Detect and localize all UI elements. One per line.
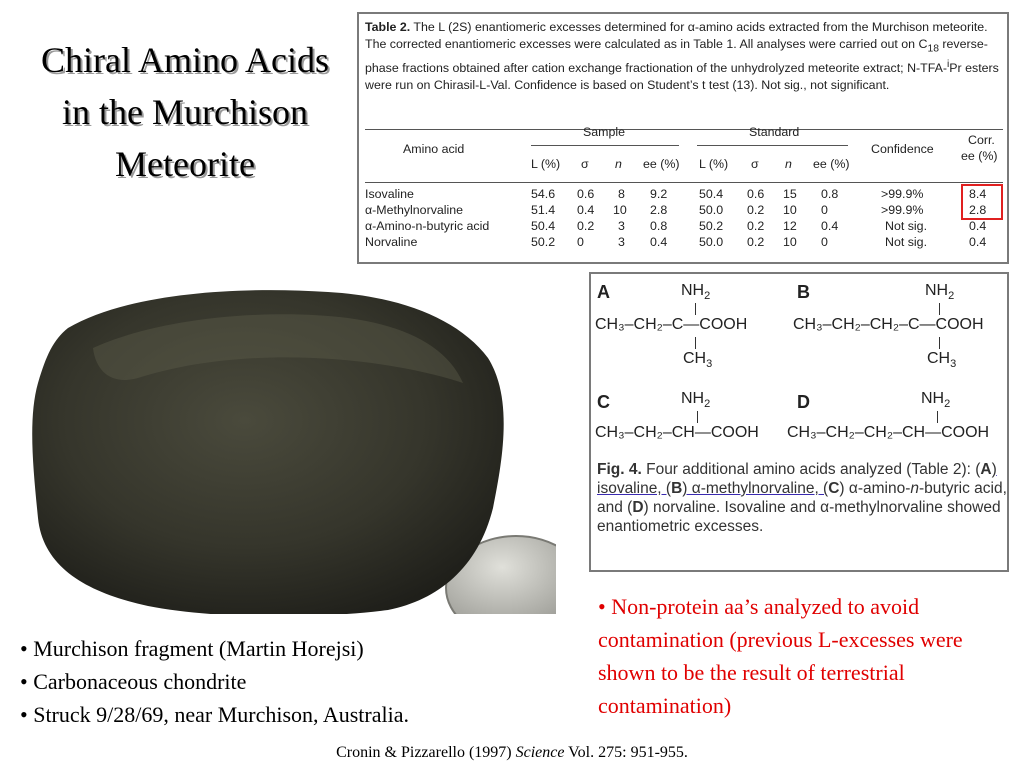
row-name: Norvaline xyxy=(365,235,418,249)
row-name: α-Methylnorvaline xyxy=(365,203,464,217)
citation-journal: Science xyxy=(515,744,565,761)
nh2-a: $NH_2$ xyxy=(681,282,711,303)
sub-header: n xyxy=(615,157,622,171)
row-name: Isovaline xyxy=(365,187,414,201)
table-caption-text: Pr esters were run on Chirasil-L-Val. Confidence is based on Student’s t test (13). Not sig., not significant. xyxy=(365,61,999,93)
table-caption xyxy=(365,19,1003,94)
cell: 9.2 xyxy=(650,187,668,201)
caption-italic-n: n xyxy=(910,480,920,497)
caption-letter: B xyxy=(671,480,683,497)
cell: 10 xyxy=(783,235,797,249)
cell: 54.6 xyxy=(531,187,556,201)
cell: >99.9% xyxy=(881,187,924,201)
bullet-item: • Struck 9/28/69, near Murchison, Australia. xyxy=(20,702,409,727)
nh2-text: NH xyxy=(681,390,705,407)
cell: 0 xyxy=(577,235,584,249)
sub-header: L (%) xyxy=(531,157,561,171)
cell: 50.2 xyxy=(531,235,556,249)
chain-c: CH₃–CH₂–CH—COOH xyxy=(595,424,759,441)
fig-label-d: D xyxy=(797,392,810,412)
cell: 10 xyxy=(783,203,797,217)
ch3-a: $CH_3$ xyxy=(683,350,713,371)
cell: 50.0 xyxy=(699,235,724,249)
table-caption-text: The L (2S) enantiomeric excesses determined for α-amino acids extracted from the Murchison meteorite. The corrected enantiomeric excesses were calculated as in Table 1. All analyses were carried out on C xyxy=(365,20,988,51)
citation-volume: Vol. 275: 951-955. xyxy=(564,744,688,761)
ch3-text: CH xyxy=(683,350,707,367)
nh2-text: NH xyxy=(921,390,945,407)
fig-label-b: B xyxy=(797,282,810,302)
cell-corr: 8.4 xyxy=(969,187,987,201)
cell-corr: 0.4 xyxy=(969,235,987,249)
nh2-b: $NH_2$ xyxy=(925,282,955,303)
chain-b: CH₃–CH₂–CH₂–C—COOH xyxy=(793,316,984,333)
caption-text: ) α-methylnorvaline, ( xyxy=(682,480,829,497)
fig-label-c: C xyxy=(597,392,610,412)
slide-title: Chiral Amino Acids in the Murchison Meteorite xyxy=(41,40,329,184)
col-header-corr-ee: ee (%) xyxy=(961,149,998,163)
caption-text: Four additional amino acids analyzed (Table 2): ( xyxy=(641,461,981,478)
corr-highlight-box xyxy=(961,184,1003,220)
col-header-amino-acid: Amino acid xyxy=(403,142,465,156)
cell-corr: 0.4 xyxy=(969,219,987,233)
caption-letter: D xyxy=(632,499,644,516)
table-caption-sup: i xyxy=(947,59,950,71)
bullet-list xyxy=(20,632,580,731)
citation xyxy=(0,744,1024,762)
nh2-c: $NH_2$ xyxy=(681,390,711,411)
cell: 50.4 xyxy=(531,219,556,233)
cell: 50.2 xyxy=(699,219,724,233)
table-2-panel xyxy=(357,12,1009,264)
ch3-text: CH xyxy=(927,350,951,367)
cell: 8 xyxy=(618,187,625,201)
sub-header: σ xyxy=(751,157,759,171)
cell: 50.4 xyxy=(699,187,724,201)
cell: 0.4 xyxy=(650,235,668,249)
nh2-d: $NH_2$ xyxy=(921,390,951,411)
cell: 0.2 xyxy=(577,219,595,233)
caption-letter: C xyxy=(828,480,840,497)
table-caption-text: reverse-phase fractions obtained after cation exchange fractionation of the unhydrolyzed meteorite extract; N-TFA- xyxy=(365,36,988,76)
cell: 0.4 xyxy=(577,203,595,217)
caption-text: ) α-amino- xyxy=(839,480,911,497)
cell: 0 xyxy=(821,203,828,217)
ch3-b: $CH_3$ xyxy=(927,350,957,371)
cell: >99.9% xyxy=(881,203,924,217)
red-note: • Non-protein aa’s analyzed to avoid contamination (previous L-excesses were shown to be the result of terrestrial contamination) xyxy=(598,594,963,718)
figure-caption xyxy=(597,460,1009,536)
caption-methylnorvaline xyxy=(682,480,828,497)
cell: Not sig. xyxy=(885,219,928,233)
chain-d: CH₃–CH₂–CH₂–CH—COOH xyxy=(787,424,990,441)
cell: 15 xyxy=(783,187,797,201)
col-header-confidence: Confidence xyxy=(871,142,934,156)
cell: 0 xyxy=(821,235,828,249)
cell: 50.0 xyxy=(699,203,724,217)
cell: 3 xyxy=(618,235,625,249)
cell: Not sig. xyxy=(885,235,928,249)
col-header-sample: Sample xyxy=(583,125,626,139)
figure-caption-label: Fig. 4. xyxy=(597,461,642,478)
sub-header: L (%) xyxy=(699,157,729,171)
cell: 0.2 xyxy=(747,235,765,249)
bullet-item: • Carbonaceous chondrite xyxy=(20,669,247,694)
cell: 0.8 xyxy=(821,187,839,201)
caption-text: ) isovaline, ( xyxy=(597,461,997,497)
cell: 3 xyxy=(618,219,625,233)
sub-header: n xyxy=(785,157,792,171)
cell: 0.6 xyxy=(577,187,595,201)
cell: 0.2 xyxy=(747,219,765,233)
cell: 51.4 xyxy=(531,203,556,217)
sub-header: ee (%) xyxy=(813,157,850,171)
table-caption-label: Table 2. xyxy=(365,20,411,34)
cell: 12 xyxy=(783,219,797,233)
meteorite-photo xyxy=(8,288,556,614)
cell: 0.2 xyxy=(747,203,765,217)
cell-corr: 2.8 xyxy=(969,203,987,217)
cell: 0.4 xyxy=(821,219,839,233)
figure-4-panel xyxy=(589,272,1009,572)
fig-label-a: A xyxy=(597,282,610,302)
caption-letter: A xyxy=(980,461,992,478)
caption-text: ) norvaline. Isovaline and α-methylnorvaline showed enantiometric excesses. xyxy=(597,499,1001,535)
cell: 0.8 xyxy=(650,219,668,233)
nh2-text: NH xyxy=(925,282,949,299)
col-header-corr: Corr. xyxy=(968,133,995,147)
row-name: α-Amino-n-butyric acid xyxy=(365,219,490,233)
cell: 2.8 xyxy=(650,203,668,217)
table-caption-sub: 18 xyxy=(927,42,939,54)
citation-authors: Cronin & Pizzarello (1997) xyxy=(336,744,516,761)
sub-header: ee (%) xyxy=(643,157,680,171)
col-header-standard: Standard xyxy=(749,125,800,139)
caption-text: -butyric acid, and ( xyxy=(597,480,1007,516)
chain-a: CH₃–CH₂–C—COOH xyxy=(595,316,748,333)
sub-header: σ xyxy=(581,157,589,171)
cell: 10 xyxy=(613,203,627,217)
cell: 0.6 xyxy=(747,187,765,201)
bullet-item: • Murchison fragment (Martin Horejsi) xyxy=(20,636,364,661)
nh2-text: NH xyxy=(681,282,705,299)
